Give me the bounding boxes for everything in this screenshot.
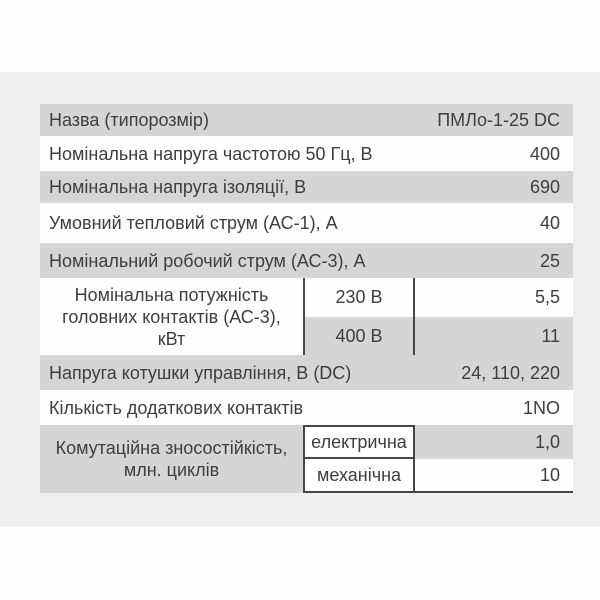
table-row: [40, 390, 573, 425]
row-value: 400: [529, 143, 560, 164]
sub-row-value: 5,5: [413, 278, 573, 317]
sub-row-name: механічна: [303, 459, 413, 493]
table-row: [40, 136, 573, 171]
sub-columns: [303, 425, 573, 493]
row-label: Напруга котушки управління, В (DC): [49, 362, 352, 383]
sub-row: [303, 425, 573, 459]
sub-row-value: 11: [413, 317, 573, 356]
table-row-wear-resistance: [40, 425, 573, 493]
sub-row-name: 230 В: [303, 278, 413, 317]
row-label: Умовний тепловий струм (АС-1), А: [49, 213, 338, 233]
sub-row-name: 400 В: [303, 317, 413, 356]
table-row-rated-power: [40, 278, 573, 355]
table-row: [40, 171, 573, 203]
row-value: 690: [529, 177, 560, 197]
table-row: [40, 243, 573, 278]
specification-table: [40, 104, 573, 493]
row-label: Номінальна напруга ізоляції, В: [49, 177, 307, 197]
sub-row-value: 10: [413, 459, 573, 493]
table-row: [40, 104, 573, 136]
row-label: Кількість додаткових контактів: [49, 397, 304, 418]
row-value: 24, 110, 220: [461, 362, 560, 383]
row-label: Номінальний робочий струм (АС-3), А: [49, 250, 366, 271]
sub-row-value: 1,0: [413, 425, 573, 459]
row-value: 40: [539, 213, 560, 233]
row-value: 25: [539, 250, 560, 271]
row-label: Номінальна потужність головних контактів (АС-3), кВт: [62, 284, 281, 349]
sub-row-name: електрична: [303, 425, 413, 459]
sub-columns: [303, 278, 573, 355]
sub-row: [303, 317, 573, 356]
sub-row: [303, 278, 573, 317]
row-label: Номінальна напруга частотою 50 Гц, В: [49, 143, 373, 164]
table-row: [40, 203, 573, 243]
row-value: 1NO: [522, 397, 560, 418]
row-value: ПМЛо-1-25 DC: [437, 110, 560, 130]
table-row: [40, 355, 573, 390]
row-label: Назва (типорозмір): [49, 110, 209, 130]
row-label: Комутаційна зносостійкість, млн. циклів: [40, 425, 303, 493]
sub-row: [303, 459, 573, 493]
